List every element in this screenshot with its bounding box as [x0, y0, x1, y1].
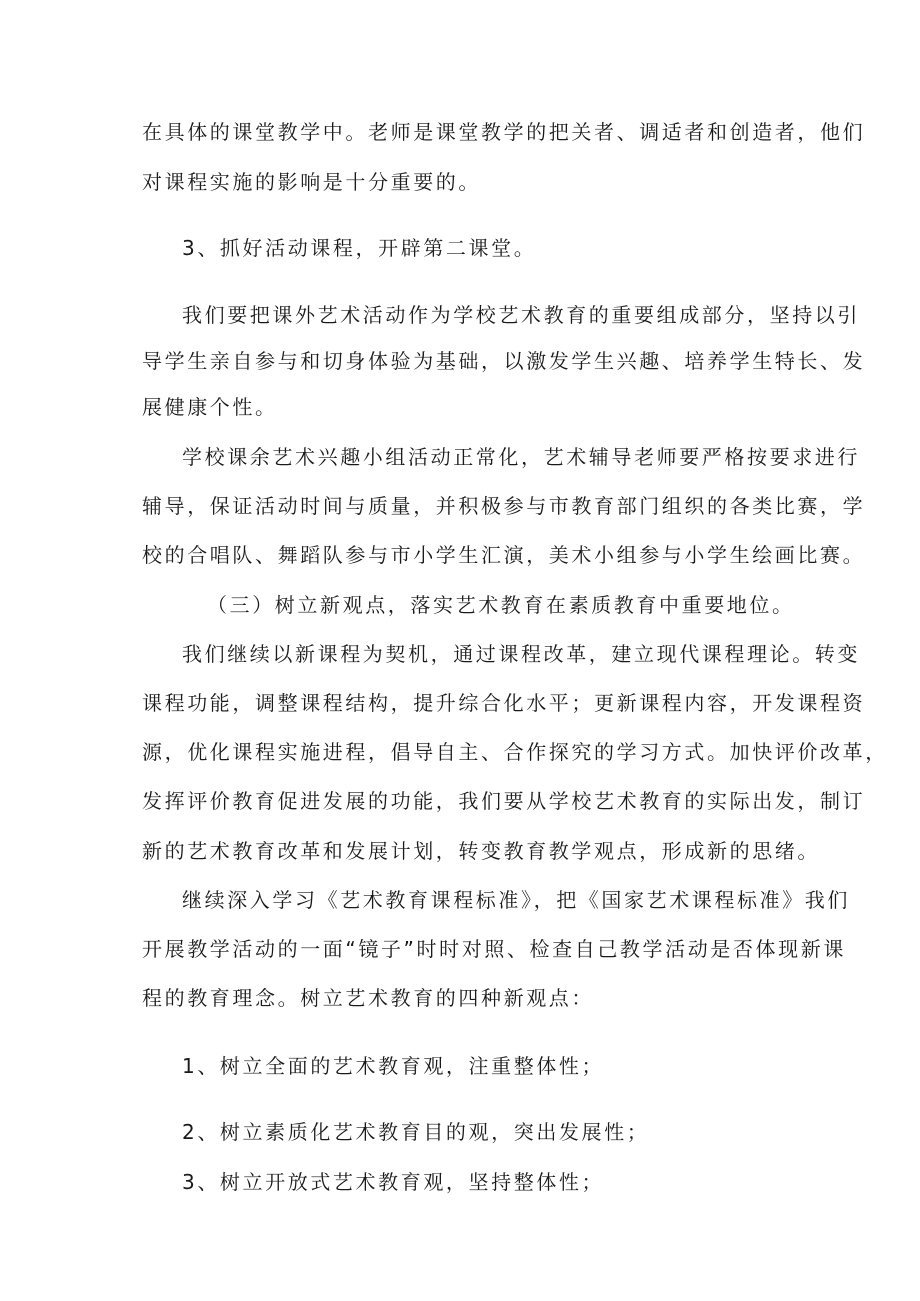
section-heading: （三）树立新观点，落实艺术教育在素质教育中重要地位。 [207, 593, 795, 617]
paragraph-line: 我们继续以新课程为契机，通过课程改革，建立现代课程理论。转变 [182, 642, 860, 666]
paragraph-line: 源，优化课程实施进程，倡导自主、合作探究的学习方式。加快评价改革， [142, 740, 888, 764]
paragraph-line: 继续深入学习《艺术教育课程标准》，把《国家艺术课程标准》我们 [182, 888, 850, 912]
list-item: 3、抓好活动课程，开辟第二课堂。 [182, 236, 537, 260]
paragraph-line: 课程功能，调整课程结构，提升综合化水平；更新课程内容，开发课程资 [142, 691, 866, 715]
paragraph-line: 发挥评价教育促进发展的功能，我们要从学校艺术教育的实际出发，制订 [142, 789, 866, 813]
paragraph-line: 展健康个性。 [142, 395, 278, 419]
paragraph-line: 对课程实施的影响是十分重要的。 [142, 170, 481, 194]
paragraph-line: 程的教育理念。树立艺术教育的四种新观点： [142, 986, 594, 1010]
paragraph-line: 导学生亲自参与和切身体验为基础，以激发学生兴趣、培养学生特长、发 [142, 349, 866, 373]
paragraph-line: 开展教学活动的一面“镜子”时时对照、检查自己教学活动是否体现新课 [142, 937, 846, 961]
paragraph-line: 我们要把课外艺术活动作为学校艺术教育的重要组成部分，坚持以引 [182, 303, 860, 327]
paragraph-line: 学校课余艺术兴趣小组活动正常化，艺术辅导老师要严格按要求进行 [182, 445, 860, 469]
paragraph-line: 新的艺术教育改革和发展计划，转变教育教学观点，形成新的思绪。 [142, 839, 820, 863]
list-item: 1、树立全面的艺术教育观，注重整体性； [182, 1054, 605, 1078]
paragraph-line: 在具体的课堂教学中。老师是课堂教学的把关者、调适者和创造者，他们 [142, 120, 866, 144]
paragraph-line: 辅导，保证活动时间与质量，并积极参与市教育部门组织的各类比赛，学 [142, 494, 866, 518]
paragraph-line: 校的合唱队、舞蹈队参与市小学生汇演，美术小组参与小学生绘画比赛。 [142, 543, 866, 567]
list-item: 3、树立开放式艺术教育观，坚持整体性； [182, 1170, 605, 1194]
list-item: 2、树立素质化艺术教育目的观，突出发展性； [182, 1120, 650, 1144]
